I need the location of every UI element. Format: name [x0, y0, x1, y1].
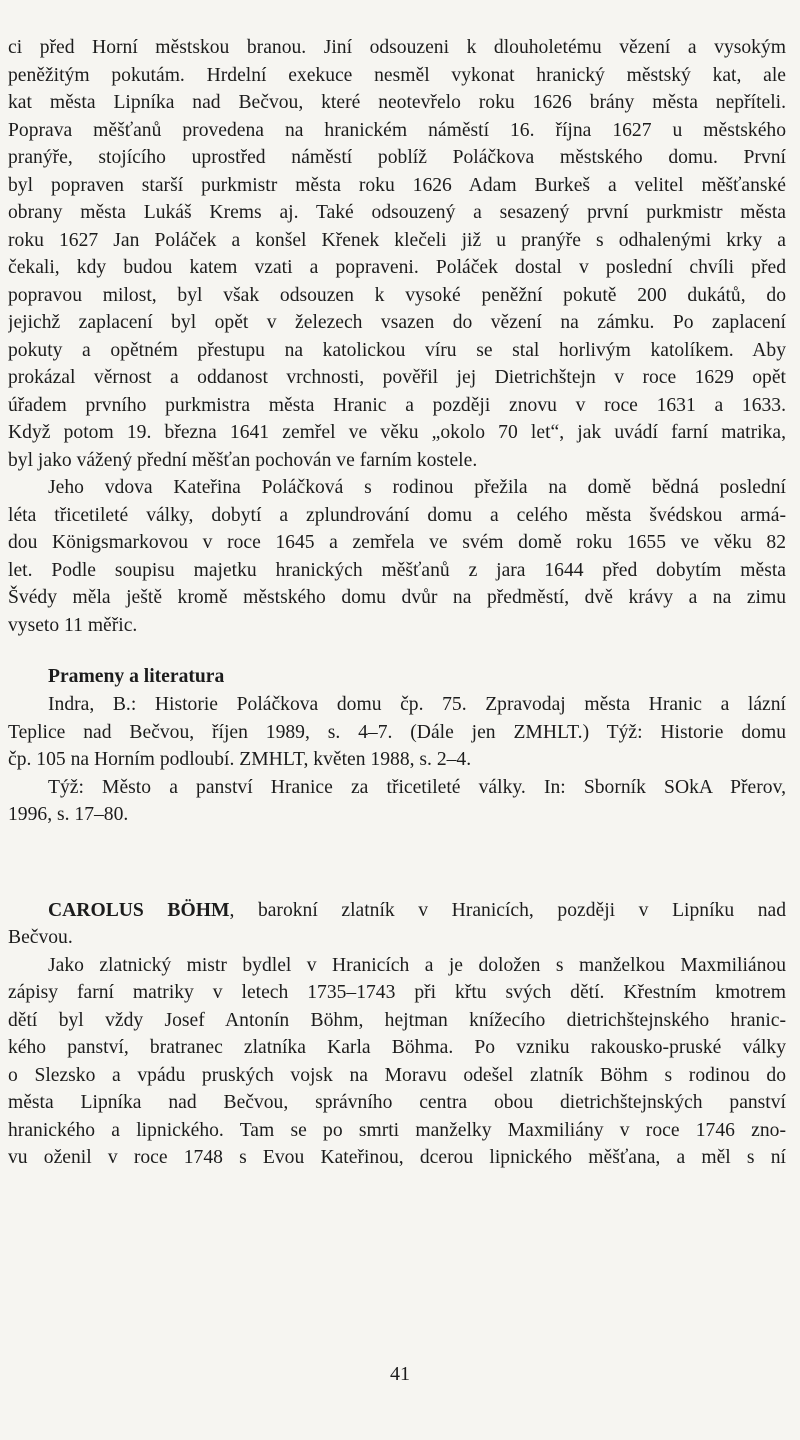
page-number: 41 [390, 1363, 410, 1385]
text-line: Švédy měla ještě kromě městského domu dvůr na předměstí, dvě krávy a na zimu [8, 587, 786, 608]
text-line: vyseto 11 měřic. [8, 614, 138, 636]
text-line: zápisy farní matriky v letech 1735–1743 při křtu svých dětí. Křestním kmotrem [8, 982, 786, 1003]
text-line: úřadem prvního purkmistra města Hranic a později znovu v roce 1631 a 1633. [8, 394, 786, 416]
reference-line: Indra, B.: Historie Poláčkova domu čp. 75. Zpravodaj města Hranic a lázní [48, 694, 786, 715]
text-line: kat města Lipníka nad Bečvou, které neotevřelo roku 1626 brány města nepříteli. [8, 92, 786, 113]
text-line: Jeho vdova Kateřina Poláčková s rodinou přežila na domě bědná poslední [48, 477, 786, 498]
reference-line: čp. 105 na Horním podloubí. ZMHLT, květen 1988, s. 2–4. [8, 749, 472, 770]
text-line: dou Königsmarkovou v roce 1645 a zemřela ve svém domě roku 1655 ve věku 82 [8, 532, 786, 553]
paragraph-execution [8, 34, 786, 474]
entry-first-line [8, 897, 786, 925]
reference-line: Týž: Město a panství Hranice za třicetileté války. In: Sborník SOkA Přerov, [48, 776, 786, 798]
paragraph-widow [8, 474, 786, 639]
text-line: kého panství, bratranec zlatníka Karla Böhma. Po vzniku rakousko-pruské války [8, 1037, 786, 1058]
text-line: pokuty a opětném přestupu na katolickou víru se stal horlivým katolíkem. Aby [8, 339, 786, 361]
text-line: Bečvou. [8, 927, 73, 948]
text-line: čekali, kdy budou katem vzati a popraveni. Poláček dostal v poslední chvíli před [8, 257, 786, 278]
text-line: města Lipníka nad Bečvou, správního centra obou dietrichštejnských panství [8, 1092, 786, 1113]
text-line: roku 1627 Jan Poláček a konšel Křenek klečeli již u pranýře s odhalenými krky a [8, 229, 786, 251]
text-line: pranýře, stojícího uprostřed náměstí poblíž Poláčkova městského domu. První [8, 147, 786, 168]
text-line: Jako zlatnický mistr bydlel v Hranicích a je doložen s manželkou Maxmiliánou [48, 954, 786, 976]
text-line: léta třicetileté války, dobytí a zplundrování domu a celého města švédskou armá- [8, 504, 786, 526]
entry-carolus-bohm [8, 897, 786, 1172]
sources-section [8, 663, 786, 829]
text-line: obrany města Lukáš Krems aj. Také odsouzený a sesazený první purkmistr města [8, 202, 786, 223]
text-line: ci před Horní městskou branou. Jiní odsouzeni k dlouholetému vězení a vysokým [8, 37, 786, 58]
text-line: vu oženil v roce 1748 s Evou Kateřinou, dcerou lipnického měšťana, a měl s ní [8, 1147, 786, 1168]
text-line: jejichž zaplacení byl opět v železech vsazen do vězení na zámku. Po zaplacení [8, 312, 786, 333]
text-line: byl popraven starší purkmistr města roku 1626 Adam Burkeš a velitel měšťanské [8, 174, 786, 196]
text-line: prokázal věrnost a oddanost vrchnosti, pověřil jej Dietrichštejn v roce 1629 opět [8, 367, 786, 388]
text-line: Poprava měšťanů provedena na hranickém náměstí 16. října 1627 u městského [8, 119, 786, 141]
reference-line: 1996, s. 17–80. [8, 804, 129, 825]
text-line: peněžitým pokutám. Hrdelní exekuce nesměl vykonat hranický městský kat, ale [8, 64, 786, 86]
entry-name: CAROLUS BÖHM [48, 899, 230, 921]
text-line: Když potom 19. března 1641 zemřel ve věku „okolo 70 let“, jak uvádí farní matrika, [8, 422, 786, 443]
text-line: byl jako vážený přední měšťan pochován ve farním kostele. [8, 449, 478, 471]
reference-line: Teplice nad Bečvou, říjen 1989, s. 4–7. (Dále jen ZMHLT.) Týž: Historie domu [8, 721, 786, 743]
text-line: hranického a lipnického. Tam se po smrti manželky Maxmiliány v roce 1746 zno- [8, 1119, 786, 1141]
text-line: let. Podle soupisu majetku hranických měšťanů z jara 1644 před dobytím města [8, 559, 786, 581]
text-line: o Slezsko a vpádu pruských vojsk na Moravu odešel zlatník Böhm s rodinou do [8, 1064, 786, 1086]
sources-heading: Prameny a literatura [48, 666, 225, 687]
text-line: popravou milost, byl však odsouzen k vysoké peněžní pokutě 200 dukátů, do [8, 284, 786, 306]
text-line: dětí byl vždy Josef Antonín Böhm, hejtman knížecího dietrichštejnského hranic- [8, 1009, 786, 1031]
entry-subtitle: , barokní zlatník v Hranicích, později v Lipníku nad [229, 899, 786, 921]
